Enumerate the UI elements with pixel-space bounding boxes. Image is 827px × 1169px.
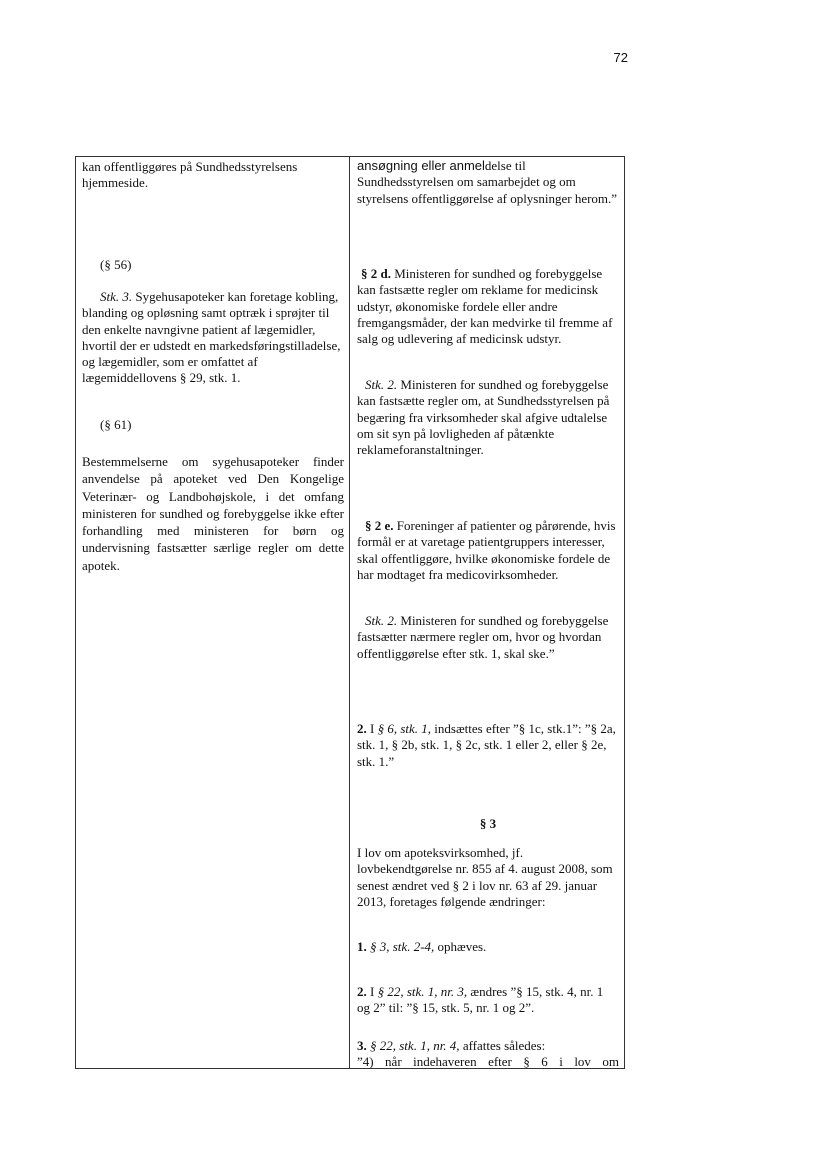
section-2d-label: § 2 d. <box>361 266 391 281</box>
section-2e-stk2-paragraph <box>357 613 619 662</box>
section-3-intro: I lov om apoteksvirksomhed, jf. lovbekendtgørelse nr. 855 af 4. august 2008, som senest ændret ved § 2 i lov nr. 63 af 29. januar 2013, foretages følgende ændringer: <box>357 845 613 909</box>
amendment-item-2-prefix: I <box>366 721 378 736</box>
section-2d-paragraph <box>357 266 619 347</box>
comparison-table <box>75 156 625 1069</box>
section-2e-label: § 2 e. <box>365 518 394 533</box>
amendment-item-2-reference: § 6, stk. 1, <box>377 721 432 736</box>
left-bestemmelser-paragraph: Bestemmelserne om sygehusapoteker finder anvendelse på apoteket ved Den Kongelige Veterinær- og Landbohøjskole, i det omfang ministeren for sundhed og forebyggelse ikke efter forhandling med ministeren for børn og undervisning fastsætter særlige regler om dette apotek. <box>82 454 344 573</box>
left-intro-text: kan offentliggøres på Sundhedsstyrelsens hjemmeside. <box>82 159 298 191</box>
section-2e-stk2-text: Ministeren for sundhed og forebyggelse fastsætter nærmere regler om, hvor og hvordan offentliggørelse efter stk. 1, skal ske.” <box>357 613 609 661</box>
section-2d-stk2-paragraph <box>357 377 619 458</box>
section-3-item-3-number: 3. <box>357 1038 367 1053</box>
section-3-item-3-quote: ”4) når indehaveren efter § 6 i lov om <box>357 1054 619 1069</box>
section-3-item-1-reference: § 3, stk. 2-4, <box>370 939 435 954</box>
right-intro-rest: delse til Sundhedsstyrelsen om samarbejdet og om styrelsens offentliggørelse af oplysninger herom.” <box>357 158 618 206</box>
amendment-item-2-text: indsættes efter ”§ 1c, stk.1”: ”§ 2a, stk. 1, § 2b, stk. 1, § 2c, stk. 1 eller 2, eller § 2e, stk. 1.” <box>357 721 616 769</box>
section-2e-stk2-label: Stk. 2. <box>365 613 398 628</box>
left-stk3-paragraph <box>82 289 344 387</box>
section-2d-stk2-text: Ministeren for sundhed og forebyggelse kan fastsætte regler om, at Sundhedsstyrelsen på begæring fra virksomheder skal afgive udtalelse om sit syn på lovligheden af påtænkte reklameforanstaltninger. <box>357 377 610 458</box>
section-3-item-3 <box>357 1038 619 1054</box>
column-divider <box>349 157 350 1068</box>
amendment-item-2 <box>357 721 619 770</box>
left-ref-61: (§ 61) <box>100 417 132 432</box>
section-3-item-3-reference: § 22, stk. 1, nr. 4, <box>370 1038 460 1053</box>
section-3-item-2-prefix: I <box>366 984 378 999</box>
section-3-item-2 <box>357 984 619 1017</box>
section-3-heading: § 3 <box>479 816 497 831</box>
left-stk3-label: Stk. 3. <box>100 289 133 304</box>
section-2e-text: Foreninger af patienter og pårørende, hvis formål er at varetage patientgruppers interesser, skal offentliggøre, hvilke økonomiske fordele de har modtaget fra medicovirksomheder. <box>357 518 616 582</box>
right-intro-sans: ansøgning eller anmel <box>357 158 485 173</box>
section-3-item-1 <box>357 939 619 955</box>
right-intro-paragraph <box>357 158 619 207</box>
section-2d-text: Ministeren for sundhed og forebyggelse kan fastsætte regler om reklame for medicinsk udstyr, økonomiske fordele eller andre fremgangsmåder, der kan medvirke til fremme af salg og udlevering af medicinsk udstyr. <box>357 266 613 347</box>
section-3-item-1-text: ophæves. <box>434 939 487 954</box>
page-number: 72 <box>613 50 628 65</box>
section-3-item-2-reference: § 22, stk. 1, nr. 3, <box>377 984 468 999</box>
section-2e-paragraph <box>357 518 619 583</box>
section-2d-stk2-label: Stk. 2. <box>365 377 398 392</box>
left-ref-56: (§ 56) <box>100 257 132 272</box>
left-stk3-text: Sygehusapoteker kan foretage kobling, blanding og opløsning samt optræk i sprøjter til den enkelte navngivne patient af lægemidler, hvortil der er udstedt en markedsføringstilladelse, og lægemidler, som er omfattet af lægemiddellovens § 29, stk. 1. <box>82 289 341 386</box>
section-3-item-1-number: 1. <box>357 939 367 954</box>
amendment-item-2-number: 2. <box>357 721 367 736</box>
section-3-item-3-text: affattes således: <box>459 1038 546 1053</box>
section-3-item-2-number: 2. <box>357 984 367 999</box>
section-3-item-2-text: ændres ”§ 15, stk. 4, nr. 1 og 2” til: ”§ 15, stk. 5, nr. 1 og 2”. <box>357 984 604 1016</box>
